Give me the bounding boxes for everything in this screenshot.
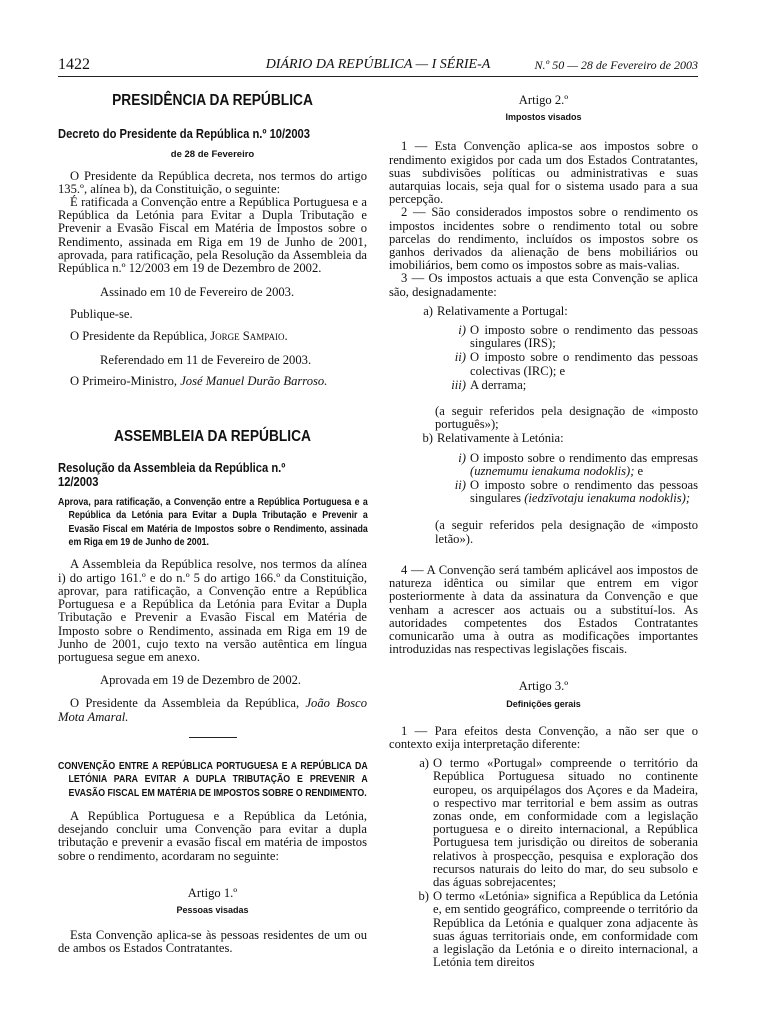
sub-item-text: [470, 479, 698, 505]
president-name: Jorge Sampaio.: [210, 328, 288, 343]
page-number: 1422: [58, 56, 90, 73]
sub-item-tail: e: [634, 463, 644, 478]
sub-item-label: i): [458, 450, 466, 465]
item-label: b): [418, 889, 429, 904]
article-paragraph: 1 — Esta Convenção aplica-se aos impostos sobre o rendimento exigidos por cada um dos Estados Contratantes, suas subdivisões políticas ou administrativas e suas autarquias locais, seja qual for o sistema usado para a sua percepção.: [389, 139, 698, 207]
article-title: Pessoas visadas: [176, 904, 249, 915]
assembly-president-label: O Presidente da Assembleia da República,: [70, 696, 300, 711]
item-text: O termo «Letónia» significa a República da Letónia e, em sentido geográfico, compreende o território da República da Letónia e qualquer zona adjacente às suas águas territoriais onde, em conformidade com a legislação da Letónia e o direito internacional, a Letónia tem direitos: [433, 889, 698, 970]
sub-item-text: O imposto sobre o rendimento das pessoas singulares (IRS);: [470, 323, 698, 351]
sub-item: [389, 379, 698, 392]
article-heading: Artigo 2.º: [518, 93, 569, 107]
article-text: Esta Convenção aplica-se às pessoas residentes de um ou de ambos os Estados Contratantes.: [58, 928, 367, 956]
assembly-president-signature: [58, 697, 367, 723]
list-item: [389, 432, 698, 445]
list-item: [389, 305, 698, 318]
left-column: [58, 84, 367, 956]
sub-item-native-name: (uznemumu ienakuma nodoklis);: [470, 463, 635, 478]
sub-item-main: O imposto sobre o rendimento das empresas: [470, 450, 698, 465]
pm-name: José Manuel Durão Barroso.: [180, 374, 328, 389]
publication-title: DIÁRIO DA REPÚBLICA — I SÉRIE-A: [265, 57, 491, 72]
article-paragraph: 3 — Os impostos actuais a que esta Convenção se aplica são, designadamente:: [389, 271, 698, 299]
item-label: a): [419, 756, 429, 771]
issue-info: N.º 50 — 28 de Fevereiro de 2003: [534, 58, 698, 72]
article-heading: Artigo 1.º: [187, 885, 238, 900]
sub-item: [389, 324, 698, 350]
sub-item-label: ii): [454, 478, 466, 493]
definition-item: [389, 757, 698, 889]
section-heading-presidency: PRESIDÊNCIA DA REPÚBLICA: [112, 92, 313, 109]
pm-signature: [58, 375, 367, 388]
sub-item-label: iii): [451, 377, 466, 392]
pm-label: O Primeiro-Ministro,: [70, 374, 178, 389]
section-divider: [189, 737, 237, 738]
right-column: [389, 94, 698, 969]
sub-item-label: ii): [454, 350, 466, 365]
list-note: (a seguir referidos pela designação de «imposto português»);: [435, 404, 698, 432]
president-label: O Presidente da República,: [70, 328, 208, 343]
article-paragraph: 1 — Para efeitos desta Convenção, a não ser que o contexto exija interpretação diferente:: [389, 723, 698, 751]
item-text: Relativamente a Portugal:: [437, 303, 568, 318]
sub-item-native-name: (iedzīvotaju ienakuma nodoklis);: [524, 491, 691, 506]
signed-date: Assinado em 10 de Fevereiro de 2003.: [100, 285, 295, 300]
sub-item-text: A derrama;: [470, 377, 527, 392]
sub-item-label: i): [458, 323, 466, 338]
sub-item-text: O imposto sobre o rendimento das pessoas colectivas (IRC); e: [470, 350, 698, 378]
sub-item: [389, 351, 698, 377]
section-heading-assembly: ASSEMBLEIA DA REPÚBLICA: [114, 428, 311, 446]
assembly-president-name: João Bosco Mota Amaral.: [58, 696, 367, 724]
item-text: Relativamente à Letónia:: [437, 431, 564, 446]
page-header: [58, 56, 698, 77]
article-paragraph: 2 — São considerados impostos sobre o rendimento os impostos incidentes sobre o rendimento total ou sobre parcelas do rendimento, incluídos os impostos sobre os ganhos derivados da alienação de bens mobiliários ou imobiliários, bem como os impostos sobre as mais-valias.: [389, 205, 698, 273]
convention-intro: A República Portuguesa e a República da Letónia, desejando concluir uma Convenção para evitar a dupla tributação e prevenir a evasão fiscal em matéria de impostos sobre o rendimento, acordaram no seguinte:: [58, 808, 367, 863]
convention-title-text: CONVENÇÃO ENTRE A REPÚBLICA PORTUGUESA E A REPÚBLICA DA LETÓNIA PARA EVITAR A DUPLA TRIBUTAÇÃO E PREVENIR A EVASÃO FISCAL EM MATÉRIA DE IMPOSTOS SOBRE O RENDIMENTO.: [58, 760, 368, 799]
approved-date: Aprovada em 19 de Dezembro de 2002.: [100, 673, 302, 688]
abstract-text: Aprova, para ratificação, a Convenção entre a República Portuguesa e a República da Letónia para Evitar a Dupla Tributação e Prevenir a Evasão Fiscal em Matéria de Impostos sobre o Rendimento, assinada em Riga em 19 de Junho de 2001.: [58, 496, 368, 549]
article-title: Definições gerais: [506, 698, 581, 709]
article-heading: Artigo 3.º: [518, 679, 569, 694]
article-title: Impostos visados: [505, 112, 582, 123]
definition-item: [389, 890, 698, 969]
article-paragraph: 4 — A Convenção será também aplicável aos impostos de natureza idêntica ou similar que entrem em vigor posteriormente à data da assinatura da Convenção e que venham a acrescer aos actuais ou a substituí-los. As autoridades competentes dos Estados Contratantes comunicarão uma à outra as modificações importantes introduzidas nas respectivas legislações fiscais.: [389, 562, 698, 657]
sub-item: [389, 452, 698, 478]
publish-line: Publique-se.: [70, 307, 133, 322]
sub-item: [389, 479, 698, 505]
sub-item-text: [470, 452, 698, 478]
resolution-title: Resolução da Assembleia da República n.º 12/2003: [58, 460, 286, 489]
president-signature: [58, 330, 367, 343]
resolution-abstract: [58, 496, 368, 550]
convention-title: [58, 760, 368, 800]
sub-item-main: O imposto sobre o rendimento das pessoas singulares: [470, 478, 698, 506]
decree-title: Decreto do Presidente da República n.º 10/2003: [58, 126, 311, 142]
item-label: b): [422, 431, 433, 446]
resolution-paragraph: A Assembleia da República resolve, nos termos da alínea i) do artigo 161.º e do n.º 5 do artigo 166.º da Constituição, aprovar, para ratificação, a Convenção entre a República Portuguesa e a República da Letónia para Evitar a Dupla Tributação e Prevenir a Evasão Fiscal em Matéria de Imposto sobre o Rendimento, assinada em Riga em 19 de Junho de 2001, cujo texto na versão autêntica em língua portuguesa segue em anexo.: [58, 557, 367, 664]
decree-paragraph: É ratificada a Convenção entre a República Portuguesa e a República da Letónia para Evitar a Dupla Tributação e Prevenir a Evasão Fiscal em Matéria de Impostos sobre o Rendimento, assinada em Riga em 19 de Junho de 2001, aprovada, para ratificação, pela Resolução da Assembleia da República n.º 12/2003 em 19 de Dezembro de 2002.: [58, 195, 367, 276]
referenda-date: Referendado em 11 de Fevereiro de 2003.: [100, 352, 312, 367]
item-text: O termo «Portugal» compreende o território da República Portuguesa situado no continente europeu, os arquipélagos dos Açores e da Madeira, o respectivo mar territorial e bem assim as outras zonas onde, em conformidade com a legislação portuguesa e o direito internacional, a República Portuguesa tem jurisdição ou direitos de soberania relativos à prospecção, pesquisa e exploração dos recursos naturais do leito do mar, do seu subsolo e das águas sobrejacentes;: [433, 756, 698, 889]
item-label: a): [423, 303, 433, 318]
list-note: (a seguir referidos pela designação de «imposto letão»).: [435, 518, 698, 546]
decree-paragraph: O Presidente da República decreta, nos termos do artigo 135.º, alínea b), da Constituição, o seguinte:: [58, 168, 367, 196]
decree-date: de 28 de Fevereiro: [170, 149, 255, 161]
